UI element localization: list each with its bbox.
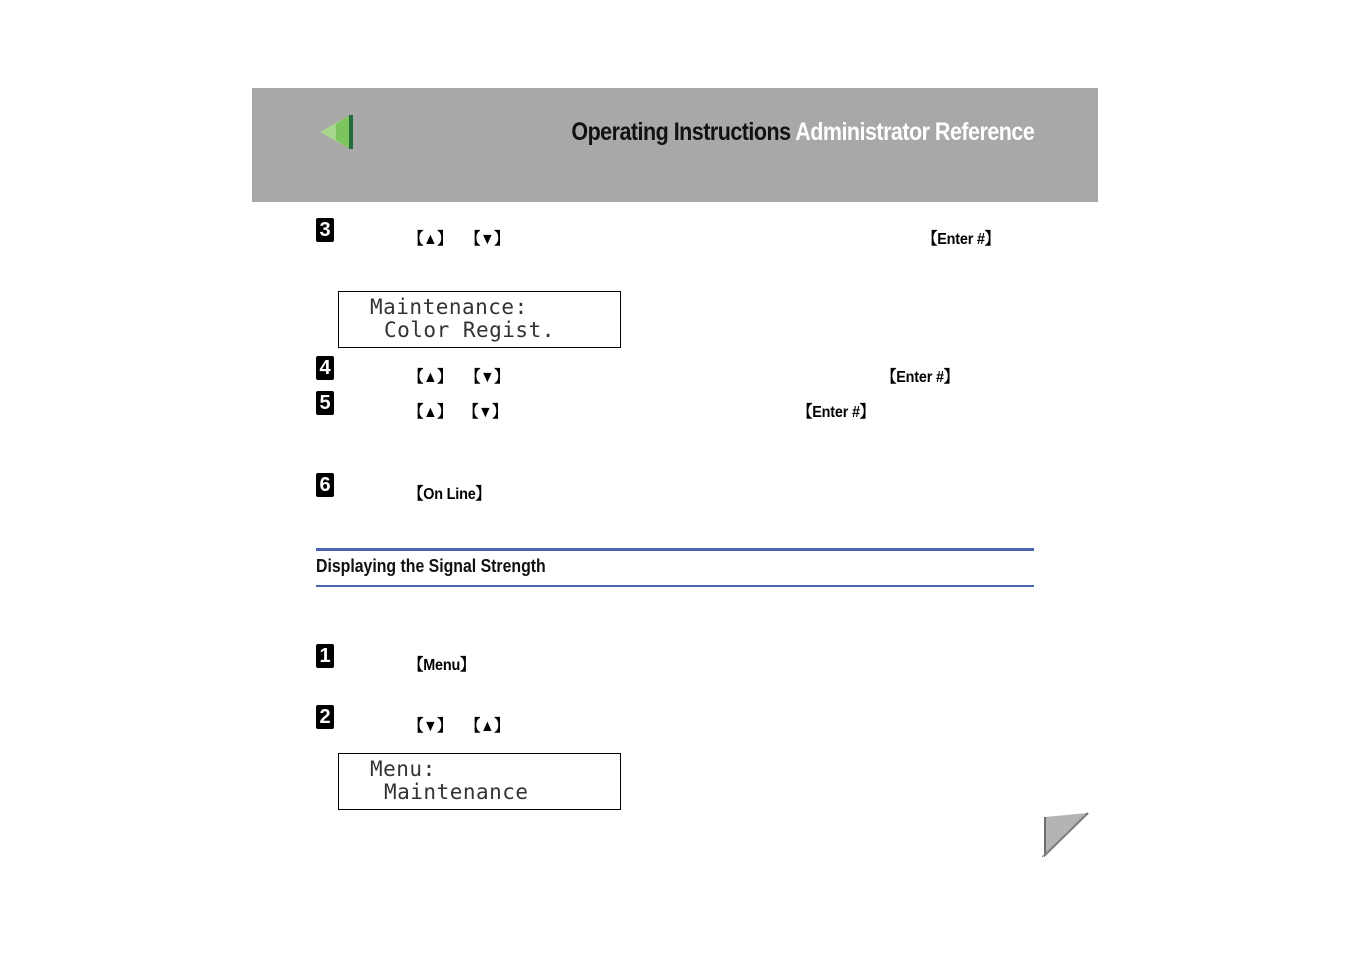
lcd-line-2: Color Regist. bbox=[384, 318, 555, 342]
down-key: 【▼】 bbox=[466, 369, 509, 386]
step-number: 6 bbox=[316, 473, 334, 497]
up-key: 【▲】 bbox=[409, 404, 452, 421]
menu-key: 【Menu】 bbox=[409, 657, 475, 674]
step-number: 1 bbox=[316, 644, 334, 668]
enter-key: 【Enter #】 bbox=[923, 231, 1000, 248]
step-number: 2 bbox=[316, 705, 334, 729]
up-key: 【▲】 bbox=[409, 369, 452, 386]
down-key: 【▼】 bbox=[409, 718, 452, 735]
down-key: 【▼】 bbox=[466, 231, 509, 248]
section-rule-bottom bbox=[316, 585, 1034, 587]
lcd-line-1: Maintenance: bbox=[370, 295, 528, 319]
document-title bbox=[571, 118, 1034, 147]
lcd-line-1: Menu: bbox=[370, 757, 436, 781]
lcd-line-2: Maintenance bbox=[384, 780, 529, 804]
online-key: 【On Line】 bbox=[409, 486, 490, 503]
section-title: Displaying the Signal Strength bbox=[316, 556, 546, 576]
up-key: 【▲】 bbox=[409, 231, 452, 248]
enter-key: 【Enter #】 bbox=[882, 369, 959, 386]
title-operating-instructions: Operating Instructions bbox=[571, 118, 791, 146]
lcd-display bbox=[338, 753, 621, 810]
up-key: 【▲】 bbox=[466, 718, 509, 735]
step-number: 5 bbox=[316, 391, 334, 415]
title-administrator-reference: Administrator Reference bbox=[794, 118, 1034, 146]
enter-key: 【Enter #】 bbox=[798, 404, 875, 421]
page-header bbox=[252, 88, 1098, 202]
lcd-display bbox=[338, 291, 621, 348]
back-arrow-icon[interactable] bbox=[320, 114, 354, 150]
down-key: 【▼】 bbox=[464, 404, 507, 421]
step-number: 4 bbox=[316, 356, 334, 380]
step-number: 3 bbox=[316, 218, 334, 242]
next-page-icon[interactable] bbox=[1040, 811, 1090, 859]
section-rule-top bbox=[316, 548, 1034, 551]
